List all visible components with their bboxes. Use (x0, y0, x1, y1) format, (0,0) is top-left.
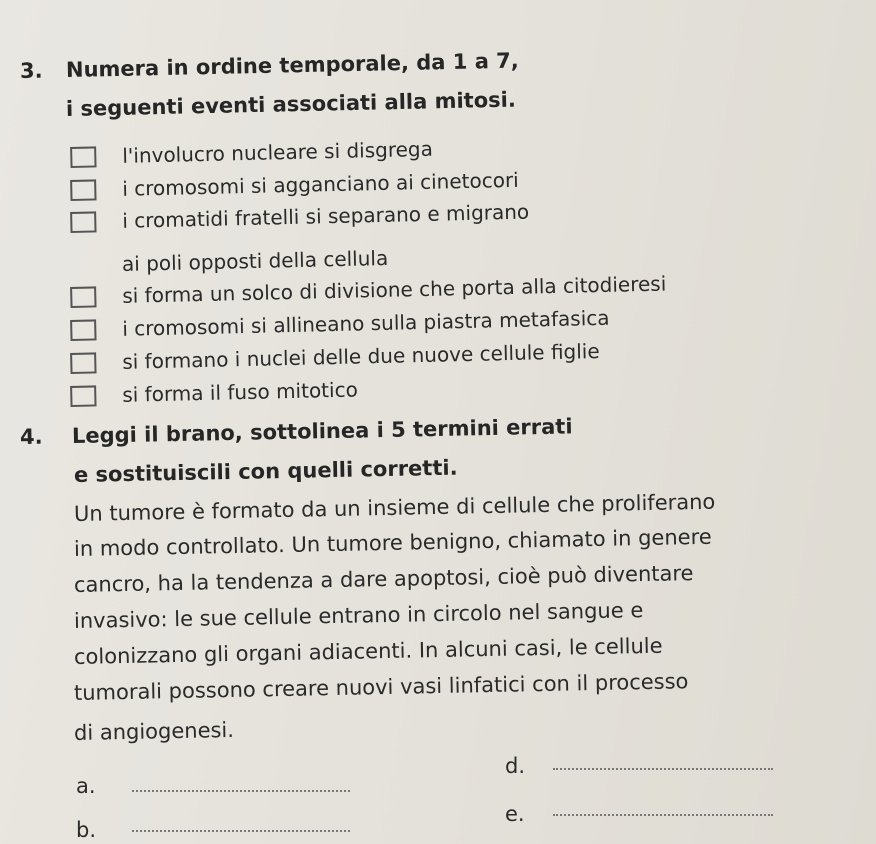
passage-line-5: colonizzano gli organi adiacenti. In alcuni casi, le cellule (73, 633, 663, 669)
exercise-3-title-continuation (66, 86, 516, 123)
exercise-4-title-line1: Leggi il brano, sottolinea i 5 termini errati (71, 414, 573, 448)
exercise-4-title (20, 412, 573, 451)
answer-d-blank[interactable] (553, 766, 773, 770)
exercise-3-title-line1: Numera in ordine temporale, da 1 a 7, (65, 48, 520, 83)
answer-d-label: d. (505, 754, 526, 778)
order-checkbox-6[interactable] (70, 352, 96, 374)
mitosis-item-1-text: l'involucro nucleare si disgrega (122, 136, 434, 168)
exercise-3-title (20, 47, 519, 85)
passage-line-4: invasivo: le sue cellule entrano in circolo nel sangue e (73, 598, 644, 633)
answer-b-blank[interactable] (132, 828, 350, 832)
order-checkbox-1[interactable] (70, 146, 96, 168)
mitosis-item-7-text: si forma il fuso mitotico (122, 377, 359, 407)
passage-line-6: tumorali possono creare nuovi vasi linfatici con il processo (73, 669, 689, 705)
exercise-3-title-line2: i seguenti eventi associati alla mitosi. (65, 87, 517, 121)
order-checkbox-5[interactable] (70, 319, 96, 341)
order-checkbox-4[interactable] (70, 286, 96, 308)
exercise-4-title-line2: e sostituiscili con quelli corretti. (73, 455, 458, 487)
mitosis-item-5-text: i cromosomi si allineano sulla piastra metafasica (122, 305, 610, 341)
passage-line-2: in modo controllato. Un tumore benigno, chiamato in genere (73, 524, 712, 561)
order-checkbox-7[interactable] (70, 385, 96, 407)
mitosis-item-4-text: si forma un solco di divisione che porta alla citodieresi (122, 271, 667, 308)
order-checkbox-2[interactable] (70, 179, 96, 201)
answer-a-blank[interactable] (132, 788, 350, 792)
exercise-4-title-continuation (74, 454, 458, 489)
answer-e-label: e. (505, 802, 525, 826)
passage-line-7: di angiogenesi. (73, 717, 235, 745)
mitosis-item-3-continuation-text: ai poli opposti della cellula (121, 245, 389, 276)
exercise-4-number: 4. (19, 424, 43, 449)
mitosis-item-3-continuation (122, 244, 389, 278)
passage-line-1: Un tumore è formato da un insieme di cellule che proliferano (73, 489, 716, 526)
exercise-3-number: 3. (19, 58, 43, 83)
answer-e-blank[interactable] (553, 812, 773, 816)
mitosis-item-6-text: si formano i nuclei delle due nuove cellule figlie (122, 338, 600, 374)
order-checkbox-3[interactable] (70, 211, 96, 233)
mitosis-item-2-text: i cromosomi si agganciano ai cinetocori (122, 167, 519, 201)
mitosis-item-3-text: i cromatidi fratelli si separano e migrano (122, 199, 530, 233)
answer-a-label: a. (76, 774, 96, 798)
answer-b-label: b. (76, 818, 97, 842)
passage-line-3: cancro, ha la tendenza a dare apoptosi, cioè può diventare (73, 561, 694, 597)
